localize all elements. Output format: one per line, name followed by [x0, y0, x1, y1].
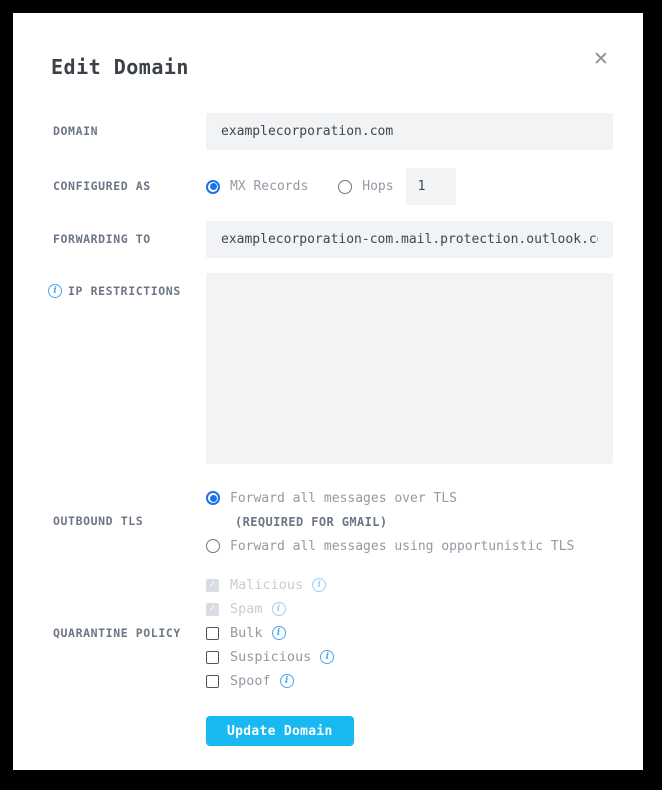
quarantine-option-spoof [206, 669, 613, 693]
outbound-tls-row [13, 485, 643, 558]
outbound-tls-label: OUTBOUND TLS [53, 514, 144, 529]
ip-restrictions-info-icon[interactable]: i [48, 284, 62, 298]
configured-as-row [13, 168, 643, 205]
malicious-checkbox[interactable] [206, 579, 219, 592]
suspicious-checkbox[interactable] [206, 651, 219, 664]
domain-input[interactable] [206, 113, 613, 150]
domain-row [13, 113, 643, 150]
tls-required-radio[interactable] [206, 491, 220, 505]
quarantine-policy-label: QUARANTINE POLICY [53, 625, 181, 640]
spam-info-icon[interactable]: i [272, 602, 286, 616]
configured-as-label: CONFIGURED AS [53, 179, 151, 194]
tls-required-note: (REQUIRED FOR GMAIL) [235, 515, 388, 529]
quarantine-policy-row [13, 573, 643, 693]
quarantine-option-spam [206, 597, 613, 621]
forwarding-to-label: FORWARDING TO [53, 232, 151, 247]
spoof-info-icon[interactable]: i [280, 674, 294, 688]
check-icon: ✓ [209, 603, 216, 614]
spoof-checkbox-label[interactable]: Spoof [230, 673, 271, 689]
suspicious-info-icon[interactable]: i [320, 650, 334, 664]
ip-restrictions-textarea[interactable] [206, 273, 613, 464]
quarantine-option-suspicious [206, 645, 613, 669]
button-row [13, 716, 643, 746]
suspicious-checkbox-label[interactable]: Suspicious [230, 649, 312, 665]
tls-required-option [206, 486, 613, 510]
spam-checkbox-label[interactable]: Spam [230, 601, 263, 617]
update-domain-button[interactable]: Update Domain [206, 716, 354, 746]
ip-restrictions-row [13, 273, 643, 468]
hops-count-input[interactable] [406, 168, 456, 205]
tls-required-radio-label[interactable]: Forward all messages over TLS [230, 490, 457, 506]
tls-opportunistic-radio-label[interactable]: Forward all messages using opportunistic TLS [230, 538, 575, 554]
mx-records-radio[interactable] [206, 180, 220, 194]
hops-radio-label[interactable]: Hops [362, 179, 394, 194]
forwarding-to-row [13, 221, 643, 258]
bulk-info-icon[interactable]: i [272, 626, 286, 640]
hops-group [338, 168, 455, 205]
spoof-checkbox[interactable] [206, 675, 219, 688]
bulk-checkbox[interactable] [206, 627, 219, 640]
hops-radio[interactable] [338, 180, 352, 194]
edit-domain-form [13, 113, 643, 746]
malicious-checkbox-label[interactable]: Malicious [230, 577, 304, 593]
tls-opportunistic-option [206, 534, 613, 558]
close-icon[interactable]: ✕ [593, 48, 609, 70]
modal-title: Edit Domain [51, 55, 189, 79]
forwarding-to-input[interactable] [206, 221, 613, 258]
spam-checkbox[interactable] [206, 603, 219, 616]
ip-restrictions-label: IP RESTRICTIONS [68, 284, 181, 298]
malicious-info-icon[interactable]: i [312, 578, 326, 592]
mx-records-radio-label[interactable]: MX Records [230, 179, 309, 194]
bulk-checkbox-label[interactable]: Bulk [230, 625, 263, 641]
tls-opportunistic-radio[interactable] [206, 539, 220, 553]
check-icon: ✓ [209, 579, 216, 590]
quarantine-option-malicious [206, 573, 613, 597]
quarantine-option-bulk [206, 621, 613, 645]
edit-domain-modal [13, 13, 643, 770]
domain-label: DOMAIN [53, 124, 99, 139]
